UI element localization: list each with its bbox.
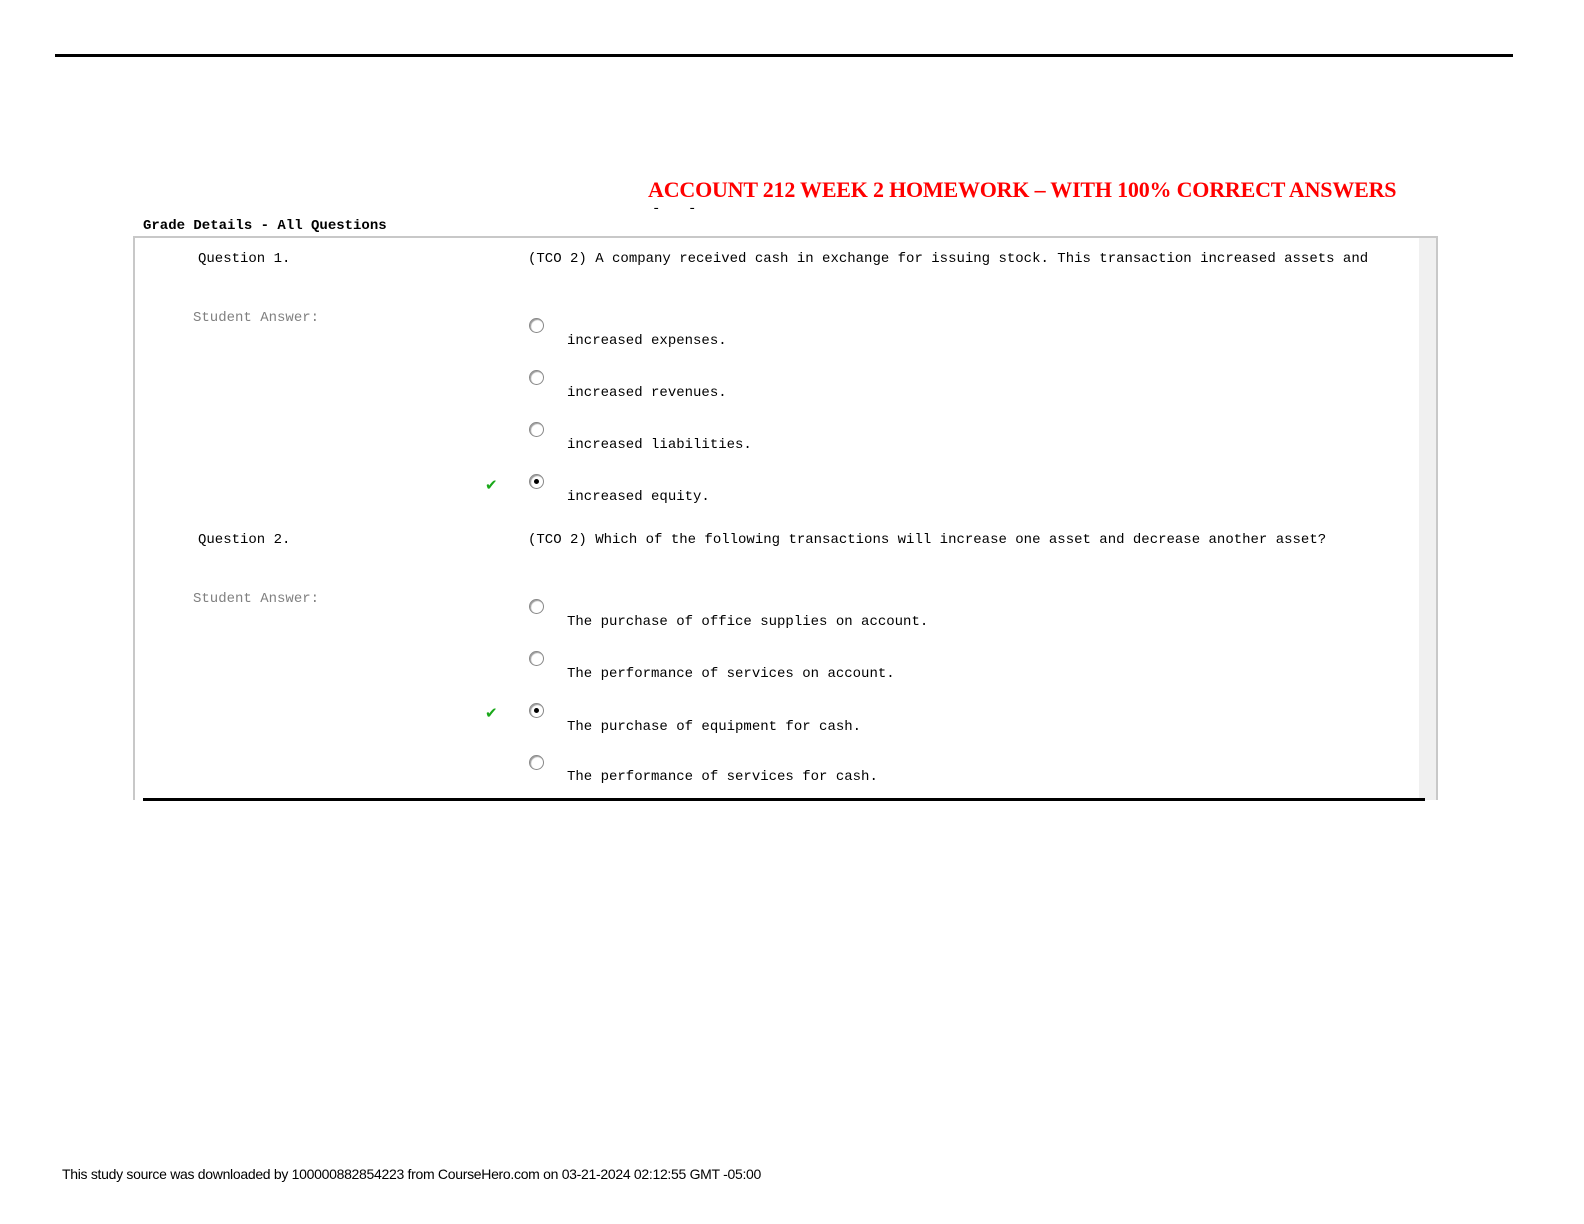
answer-radio[interactable] — [529, 422, 544, 437]
answer-option: The performance of services on account. — [567, 666, 895, 682]
answer-option: increased equity. — [567, 489, 710, 505]
answer-option: The performance of services for cash. — [567, 769, 878, 785]
answer-radio[interactable] — [529, 755, 544, 770]
question-label: Question 2. — [198, 532, 291, 548]
grade-details-panel — [133, 236, 1438, 800]
answer-radio[interactable] — [529, 318, 544, 333]
question-label: Question 1. — [198, 251, 291, 267]
answer-option: increased liabilities. — [567, 437, 752, 453]
document-title: ACCOUNT 212 WEEK 2 HOMEWORK – WITH 100% CORRECT ANSWERS — [648, 177, 1397, 202]
answer-option: The purchase of office supplies on account. — [567, 614, 929, 630]
checkmark-icon: ✔ — [485, 704, 498, 722]
download-footer: This study source was downloaded by 100000882854223 from CourseHero.com on 03-21-2024 02:12:55 GMT -05:00 — [62, 1166, 762, 1182]
panel-scrollbar[interactable] — [1419, 238, 1436, 800]
decorative-dash: - — [652, 201, 661, 217]
section-heading: Grade Details - All Questions — [143, 218, 387, 234]
answer-radio-selected[interactable] — [529, 474, 544, 489]
answer-option: The purchase of equipment for cash. — [567, 719, 862, 735]
student-answer-label: Student Answer: — [193, 591, 320, 607]
answer-radio[interactable] — [529, 599, 544, 614]
student-answer-label: Student Answer: — [193, 310, 320, 326]
top-divider — [55, 54, 1513, 57]
answer-radio[interactable] — [529, 370, 544, 385]
checkmark-icon: ✔ — [485, 476, 498, 494]
decorative-dash: - — [688, 201, 697, 217]
question-text: (TCO 2) Which of the following transactions will increase one asset and decrease another asset? — [528, 532, 1327, 548]
answer-option: increased revenues. — [567, 385, 727, 401]
answer-radio-selected[interactable] — [529, 703, 544, 718]
answer-option: increased expenses. — [567, 333, 727, 349]
answer-radio[interactable] — [529, 651, 544, 666]
question-text: (TCO 2) A company received cash in exchange for issuing stock. This transaction increased assets and — [528, 251, 1369, 267]
bottom-divider — [143, 798, 1425, 801]
